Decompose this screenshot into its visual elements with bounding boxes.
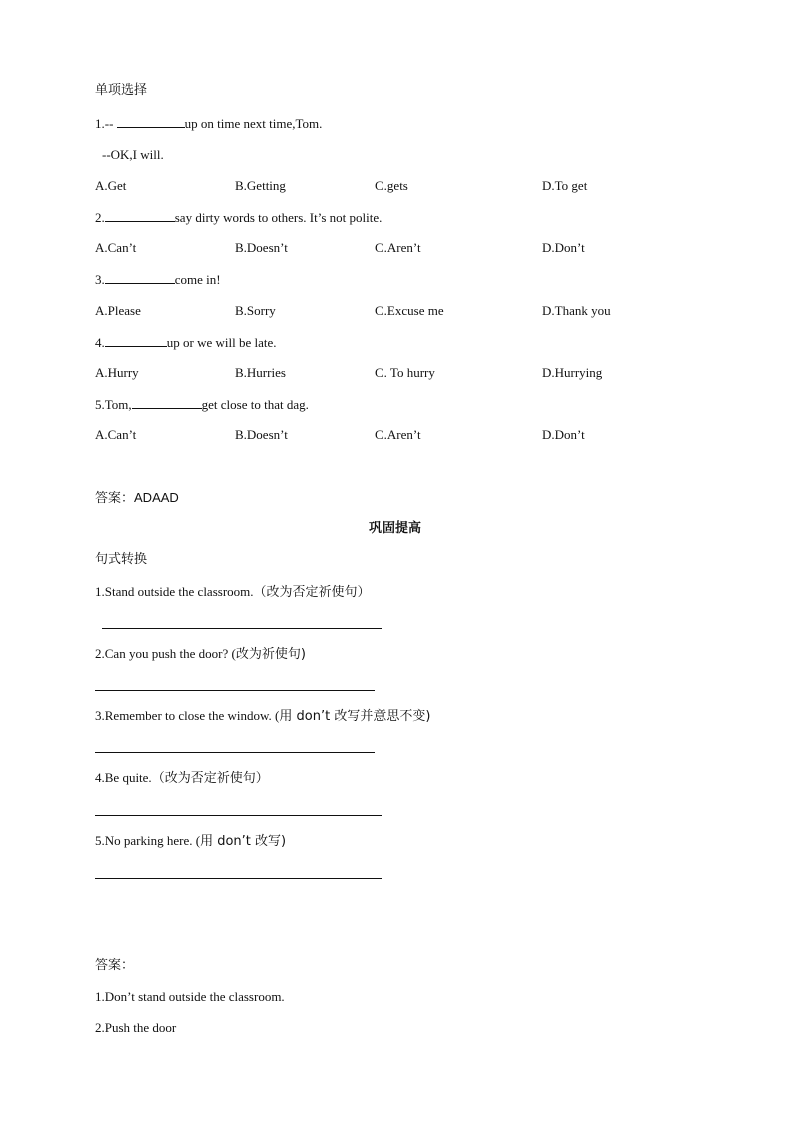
transform-item-2-cn: 改为祈使句) xyxy=(235,647,306,662)
section-heading-consolidate: 巩固提高 xyxy=(369,521,422,536)
q2-option-d[interactable]: D.Don’t xyxy=(542,240,585,255)
question-5-blank xyxy=(132,396,202,409)
question-1 xyxy=(95,115,322,132)
answer-line-1[interactable] xyxy=(102,628,382,629)
q4-option-d[interactable]: D.Hurrying xyxy=(542,365,603,380)
question-2-text: say dirty words to others. It’s not polite. xyxy=(174,210,383,225)
q4-option-c[interactable]: C. To hurry xyxy=(375,365,435,380)
section1-answer-value: ADAAD xyxy=(134,490,179,505)
q2-option-a[interactable]: A.Can’t xyxy=(95,240,137,255)
answer-line-5[interactable] xyxy=(95,878,382,879)
question-2-prefix: 2. xyxy=(95,210,105,225)
transform-item-2 xyxy=(95,646,306,663)
question-3-prefix: 3. xyxy=(95,272,105,287)
section-title-multiple-choice: 单项选择 xyxy=(95,83,148,98)
transform-item-3-en: 3.Remember to close the window. ( xyxy=(95,708,280,723)
q3-option-c[interactable]: C.Excuse me xyxy=(375,303,444,318)
q1-option-a[interactable]: A.Get xyxy=(95,178,127,193)
question-3-text: come in! xyxy=(174,272,221,287)
section-title-sentence-transform: 句式转换 xyxy=(95,552,148,567)
transform-item-5 xyxy=(95,833,286,850)
answer-line-2[interactable] xyxy=(95,690,375,691)
q5-option-a[interactable]: A.Can’t xyxy=(95,427,137,442)
q5-option-b[interactable]: B.Doesn’t xyxy=(235,427,288,442)
section2-answer-1: 1.Don’t stand outside the classroom. xyxy=(95,989,285,1004)
q1-option-c[interactable]: C.gets xyxy=(375,178,408,193)
question-5-prefix: 5.Tom, xyxy=(95,397,132,412)
section2-answer-label: 答案： xyxy=(95,958,135,973)
q4-option-b[interactable]: B.Hurries xyxy=(235,365,286,380)
transform-item-2-en: 2.Can you push the door? ( xyxy=(95,646,236,661)
q3-option-a[interactable]: A.Please xyxy=(95,303,141,318)
transform-item-3 xyxy=(95,708,430,725)
question-1-text: up on time next time,Tom. xyxy=(184,116,323,131)
section1-answer-label: 答案： xyxy=(95,491,135,506)
q1-option-d[interactable]: D.To get xyxy=(542,178,588,193)
section2-answer-2: 2.Push the door xyxy=(95,1020,177,1035)
question-1-prefix: 1.-- xyxy=(95,116,117,131)
q2-option-b[interactable]: B.Doesn’t xyxy=(235,240,288,255)
section1-answer xyxy=(95,490,179,507)
question-4 xyxy=(95,334,277,351)
question-2 xyxy=(95,209,382,226)
q3-option-b[interactable]: B.Sorry xyxy=(235,303,276,318)
question-4-prefix: 4. xyxy=(95,335,105,350)
question-5-text: get close to that dag. xyxy=(201,397,309,412)
transform-item-1-cn: （改为否定祈使句） xyxy=(253,585,371,600)
answer-line-4[interactable] xyxy=(95,815,382,816)
transform-item-4-cn: （改为否定祈使句） xyxy=(151,771,269,786)
question-4-text: up or we will be late. xyxy=(166,335,277,350)
q4-option-a[interactable]: A.Hurry xyxy=(95,365,139,380)
question-4-blank xyxy=(105,334,167,347)
question-1-blank xyxy=(117,115,185,128)
q2-option-c[interactable]: C.Aren’t xyxy=(375,240,421,255)
transform-item-1 xyxy=(95,584,371,601)
q3-option-d[interactable]: D.Thank you xyxy=(542,303,611,318)
question-3 xyxy=(95,271,221,288)
question-1-reply: --OK,I will. xyxy=(102,147,164,162)
transform-item-5-cn: 用 don’t 改写) xyxy=(200,834,287,849)
answer-line-3[interactable] xyxy=(95,752,375,753)
transform-item-5-en: 5.No parking here. ( xyxy=(95,833,201,848)
transform-item-4 xyxy=(95,770,269,787)
q5-option-d[interactable]: D.Don’t xyxy=(542,427,585,442)
question-2-blank xyxy=(105,209,175,222)
transform-item-1-en: 1.Stand outside the classroom. xyxy=(95,584,254,599)
question-3-blank xyxy=(105,271,175,284)
question-5 xyxy=(95,396,309,413)
transform-item-3-cn: 用 don’t 改写并意思不变) xyxy=(279,709,431,724)
q5-option-c[interactable]: C.Aren’t xyxy=(375,427,421,442)
q1-option-b[interactable]: B.Getting xyxy=(235,178,286,193)
transform-item-4-en: 4.Be quite. xyxy=(95,770,152,785)
